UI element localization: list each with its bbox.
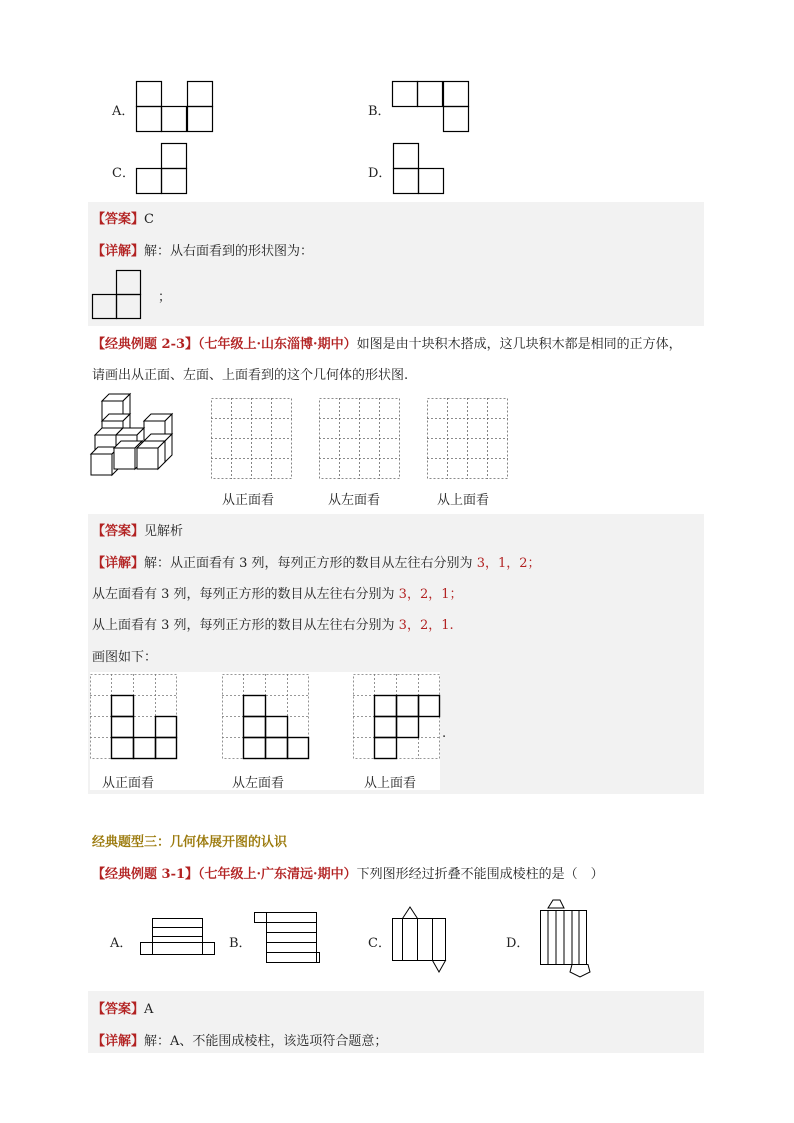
caption-front: 从正面看: [222, 493, 275, 508]
net-option-c-figure: [392, 906, 448, 974]
answer-top-view: [353, 674, 443, 760]
answer-left-view: [222, 674, 312, 760]
section-3-title: 经典题型三：几何体展开图的认识: [92, 835, 288, 850]
net-option-d-label: D．: [506, 936, 530, 951]
detail-2-line2: 从左面看有 3 列，每列正方形的数目从左往右分别为 3，2，1；: [92, 587, 463, 602]
detail-1-semicolon: ；: [158, 290, 172, 305]
option-d-figure: [393, 143, 445, 195]
answer-block-1: [88, 202, 704, 326]
net-option-d-figure: [532, 899, 596, 979]
answer-2: 【答案】见解析: [92, 524, 184, 539]
detail-1: 【详解】解：从右面看到的形状图为：: [92, 244, 314, 259]
grid-left-view: [319, 398, 401, 480]
answer-caption-front: 从正面看: [102, 776, 155, 791]
cube-stack-figure: [90, 394, 180, 476]
answer-caption-left: 从左面看: [232, 776, 285, 791]
option-b-figure: [392, 81, 470, 133]
example-3-1: 【经典例题 3-1】（七年级上·广东清远·期中）下列图形经过折叠不能围成棱柱的是（ ）: [92, 867, 604, 882]
option-c-figure: [136, 143, 188, 195]
detail-2-line3: 从上面看有 3 列，每列正方形的数目从左往右分别为 3，2，1.: [92, 618, 454, 633]
option-a-label: A．: [112, 104, 135, 119]
caption-left: 从左面看: [328, 493, 381, 508]
detail-2-line4: 画图如下：: [92, 650, 158, 665]
right-view-figure: [92, 270, 142, 320]
net-option-c-label: C．: [368, 936, 391, 951]
detail-3: 【详解】解：A、不能围成棱柱，该选项符合题意；: [92, 1034, 388, 1049]
option-d-label: D．: [368, 166, 392, 181]
net-option-a-label: A．: [110, 936, 133, 951]
answer-caption-top: 从上面看: [364, 776, 417, 791]
answer-front-view: [90, 674, 180, 760]
net-option-a-figure: [140, 918, 216, 956]
answer-3: 【答案】A: [92, 1002, 154, 1017]
detail-2-line1: 【详解】解：从正面看有 3 列，每列正方形的数目从左往右分别为 3，1，2；: [92, 556, 541, 571]
caption-top: 从上面看: [437, 493, 490, 508]
option-c-label: C．: [112, 166, 135, 181]
example-2-3-line2: 请画出从正面、左面、上面看到的这个几何体的形状图.: [92, 368, 409, 383]
example-2-3-line1: 【经典例题 2-3】（七年级上·山东淄博·期中）如图是由十块积木搭成，这几块积木都是相同的正方体，: [92, 337, 682, 352]
grid-top-view: [427, 398, 509, 480]
grid-front-view: [211, 398, 293, 480]
option-a-figure: [136, 81, 214, 133]
answer-drawing-period: .: [442, 726, 447, 741]
net-option-b-label: B．: [229, 936, 252, 951]
net-option-b-figure: [254, 912, 320, 964]
option-b-label: B．: [368, 104, 391, 119]
answer-1: 【答案】C: [92, 212, 154, 227]
